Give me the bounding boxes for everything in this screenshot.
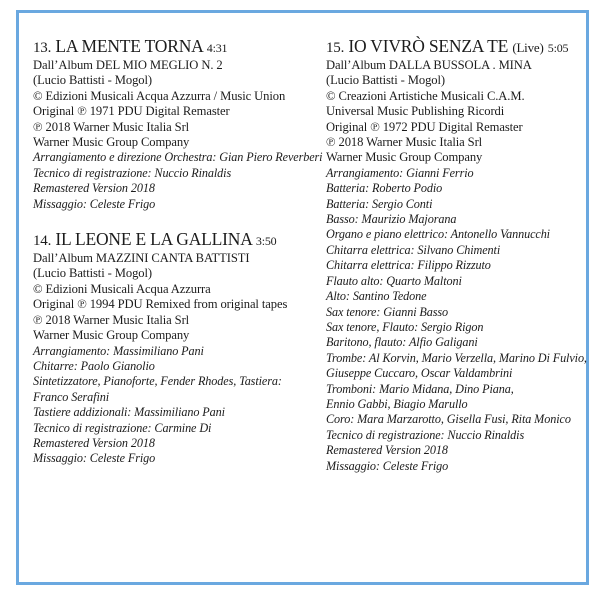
track-title [33,229,308,251]
info-line: ℗ 2018 Warner Music Italia Srl [33,119,190,134]
credit-line: Missaggio: Celeste Frigo [33,451,156,466]
credit-line: Sax tenore: Gianni Basso [326,304,449,319]
credit-line: Ennio Gabbi, Biagio Marullo [326,396,468,411]
credit-line: Baritono, flauto: Alfio Galigani [326,335,478,350]
info-line: © Edizioni Musicali Acqua Azzurra / Music Union [33,88,286,103]
track-13 [33,36,323,212]
credit-line: Arrangiamento: Gianni Ferrio [326,165,474,180]
info-line: Dall’Album DALLA BUSSOLA . MINA [326,58,532,72]
credit-line: Flauto alto: Quarto Maltoni [326,273,462,288]
track-14 [33,229,308,467]
credit-line: Tecnico di registrazione: Nuccio Rinaldis [326,427,525,442]
credit-line: Batteria: Sergio Conti [326,196,433,211]
credit-line: Arrangiamento: Massimiliano Pani [33,343,204,358]
info-line: © Creazioni Artistiche Musicali C.A.M. [326,88,525,103]
credit-line: Chitarre: Paolo Gianolio [33,358,155,373]
info-line: © Edizioni Musicali Acqua Azzurra [33,281,211,296]
track-15 [326,36,587,474]
credit-line: Organo e piano elettrico: Antonello Vannucchi [326,227,550,242]
left-column [33,36,323,484]
credit-line: Trombe: Al Korvin, Mario Verzella, Marino Di Fulvio, [326,350,587,365]
credit-line: Giuseppe Cuccaro, Oscar Valdambrini [326,366,513,381]
info-line: Universal Music Publishing Ricordi [326,104,505,119]
info-line: Original ℗ 1994 PDU Remixed from original tapes [33,297,288,312]
info-line: Warner Music Group Company [326,150,483,165]
credit-line: Franco Serafini [33,389,110,404]
credit-line: Sax tenore, Flauto: Sergio Rigon [326,319,484,334]
credit-line: Missaggio: Celeste Frigo [326,458,449,473]
info-line: ℗ 2018 Warner Music Italia Srl [326,135,483,150]
credit-line: Remastered Version 2018 [326,443,448,458]
credit-line: Basso: Maurizio Majorana [326,212,457,227]
credit-line: Arrangiamento e direzione Orchestra: Gian Piero Reverberi [33,150,323,165]
credit-line: Alto: Santino Tedone [326,289,427,304]
credit-line: Tecnico di registrazione: Nuccio Rinaldis [33,165,232,180]
track-number: 13. [33,40,52,56]
info-line: (Lucio Battisti - Mogol) [33,266,152,281]
track-name: IL LEONE E LA GALLINA [55,229,252,250]
credit-line: Chitarra elettrica: Silvano Chimenti [326,242,501,257]
track-number: 15. [326,40,345,56]
credit-line: Coro: Mara Marzarotto, Gisella Fusi, Rita Monico [326,412,571,427]
credit-line: Missaggio: Celeste Frigo [33,196,156,211]
track-duration: 3:50 [255,234,277,249]
info-line: Original ℗ 1972 PDU Digital Remaster [326,119,523,134]
track-name: LA MENTE TORNA [55,36,203,56]
info-line: Original ℗ 1971 PDU Digital Remaster [33,104,230,119]
track-number: 14. [33,233,52,250]
info-line: Dall’Album DEL MIO MEGLIO N. 2 [33,58,223,72]
credit-line: Sintetizzatore, Pianoforte, Fender Rhodes, Tastiera: [33,374,282,389]
track-title [326,36,581,58]
credit-line: Batteria: Roberto Podio [326,181,443,196]
credit-line: Tastiere addizionali: Massimiliano Pani [33,405,225,420]
credit-line: Chitarra elettrica: Filippo Rizzuto [326,258,491,273]
info-line: (Lucio Battisti - Mogol) [33,73,152,88]
info-line: ℗ 2018 Warner Music Italia Srl [33,312,190,327]
track-title [33,36,308,58]
track-name: IO VIVRÒ SENZA TE [348,36,509,56]
info-line: (Lucio Battisti - Mogol) [326,73,445,88]
info-line: Warner Music Group Company [33,135,190,150]
track-duration: 4:31 [206,41,228,55]
credit-line: Tromboni: Mario Midana, Dino Piana, [326,381,514,396]
track-duration: 5:05 [547,41,569,55]
info-line: Dall’Album MAZZINI CANTA BATTISTI [33,251,250,266]
credit-line: Tecnico di registrazione: Carmine Di [33,420,212,435]
credit-line: Remastered Version 2018 [33,181,155,196]
credit-line: Remastered Version 2018 [33,435,155,450]
right-column [326,36,587,491]
info-line: Warner Music Group Company [33,328,190,343]
track-suffix: (Live) [512,40,544,55]
